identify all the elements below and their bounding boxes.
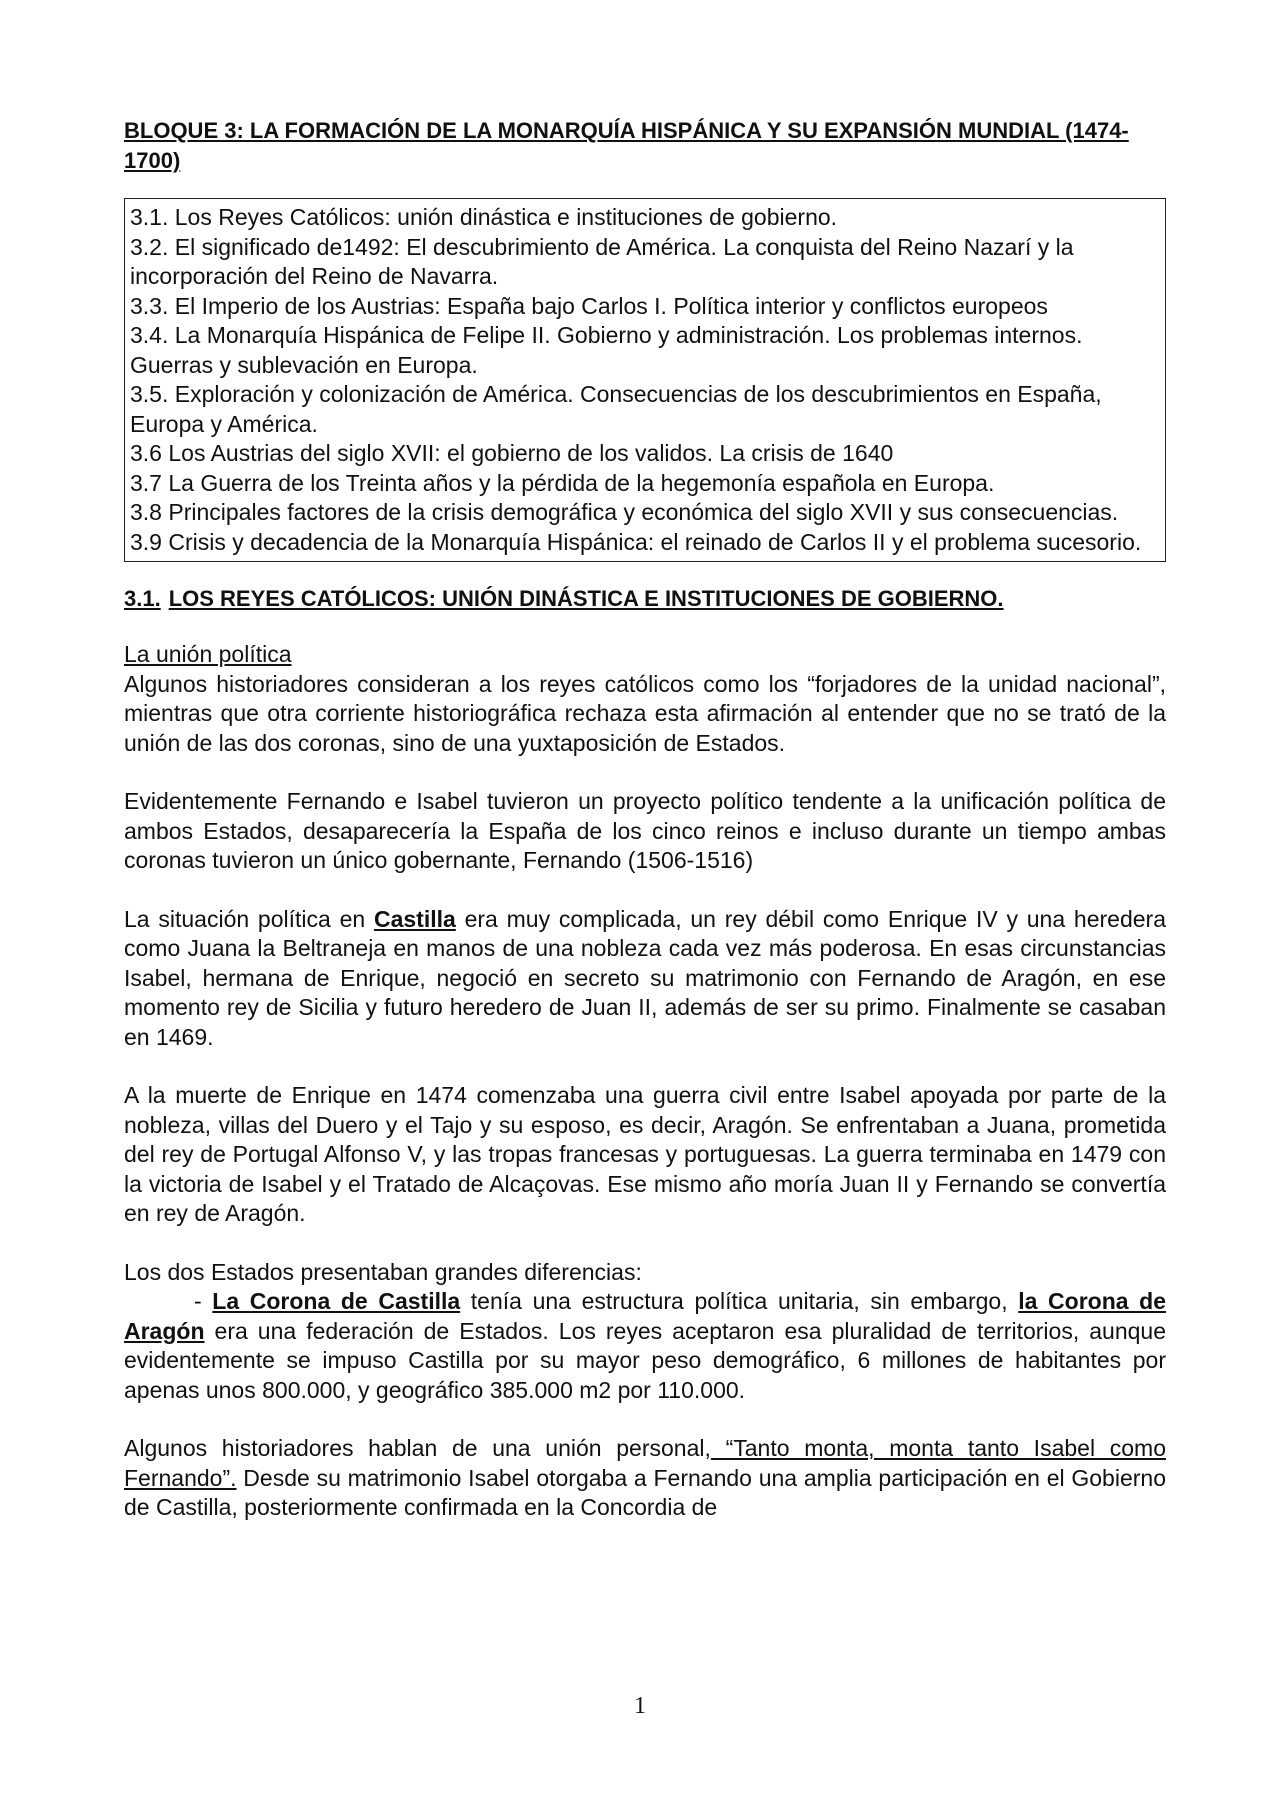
index-item: 3.4. La Monarquía Hispánica de Felipe II. Gobierno y administración. Los problemas internos. Guerras y sublevación en Europa. [130,322,1083,378]
index-item: 3.5. Exploración y colonización de América. Consecuencias de los descubrimientos en España, Europa y América. [130,381,1102,437]
paragraph-5-text: era una federación de Estados. Los reyes aceptaron esa pluralidad de territorios, aunque evidentemente se impuso Castilla por su mayor peso demográfico, 6 millones de habitantes por apenas unos 800.000, y geográfico 385.000 m2 por 110.000. [124,1317,1166,1403]
motto-quote: “Tanto monta, monta tanto Isabel como Fernando”. [124,1435,1166,1491]
paragraph-6-text: Desde su matrimonio Isabel otorgaba a Fernando una amplia participación en el Gobierno de Castilla, posteriormente confirmada en la Concordia de [124,1464,1166,1520]
corona-aragon-highlight: la Corona de Aragón [124,1288,1167,1344]
paragraph-2: Evidentemente Fernando e Isabel tuvieron un proyecto político tendente a la unificación política de ambos Estados, desaparecería la España de los cinco reinos e incluso durante un tiempo ambas coronas tuvieron un único gobernante, Fernando (1506-1516) [124,788,1166,873]
corona-castilla-highlight: La Corona de Castilla [212,1288,461,1314]
paragraph-3 [124,905,1166,1053]
castilla-highlight: Castilla [373,905,456,932]
paragraph-5-text: tenía una estructura política unitaria, sin embargo, [460,1288,1019,1314]
section-heading [124,584,1166,614]
paragraph-3-text: La situación política en [124,905,374,932]
index-item: 3.3. El Imperio de los Austrias: España bajo Carlos I. Política interior y conflictos europeos [130,292,1048,319]
document-page [124,116,1166,1523]
index-item: 3.7 La Guerra de los Treinta años y la pérdida de la hegemonía española en Europa. [130,469,995,496]
paragraph-4: A la muerte de Enrique en 1474 comenzaba una guerra civil entre Isabel apoyada por parte de la nobleza, villas del Duero y el Tajo y su esposo, es decir, Aragón. Se enfrentaban a Juana, prometida del rey de Portugal Alfonso V, y las tropas francesas y portuguesas. La guerra terminaba en 1479 con la victoria de Isabel y el Tratado de Alcaçovas. Ese mismo año moría Juan II y Fernando se convertía en rey de Aragón. [124,1082,1166,1226]
index-item: 3.2. El significado de1492: El descubrimiento de América. La conquista del Reino Nazarí y la incorporación del Reino de Navarra. [130,233,1074,289]
index-item: 3.8 Principales factores de la crisis demográfica y económica del siglo XVII y sus consecuencias. [130,499,1119,525]
section-title: LOS REYES CATÓLICOS: UNIÓN DINÁSTICA E INSTITUCIONES DE GOBIERNO. [168,586,1004,611]
subsection-title: La unión política [124,641,292,667]
paragraph-5-intro: Los dos Estados presentaban grandes diferencias: [124,1258,642,1285]
index-item: 3.6 Los Austrias del siglo XVII: el gobierno de los validos. La crisis de 1640 [130,440,894,466]
paragraph-3-text: era muy complicada, un rey débil como Enrique IV y una heredera como Juana la Beltraneja en manos de una nobleza cada vez más poderosa. En esas circunstancias Isabel, hermana de Enrique, negoció en secreto su matrimonio con Fernando de Aragón, en ese momento rey de Sicilia y futuro heredero de Juan II, además de ser su primo. Finalmente se casaban en 1469. [124,905,1166,1050]
paragraph-1-text: Algunos historiadores consideran a los reyes católicos como los “forjadores de la unidad nacional”, mientras que otra corriente historiográfica rechaza esta afirmación al entender que no se trató de la unión de las dos coronas, sino de una yuxtaposición de Estados. [124,670,1166,756]
paragraph-1 [124,640,1166,758]
paragraph-6-text: Algunos historiadores hablan de una unión personal, [124,1435,711,1461]
paragraph-6 [124,1434,1166,1523]
bloque-title: BLOQUE 3: LA FORMACIÓN DE LA MONARQUÍA HISPÁNICA Y SU EXPANSIÓN MUNDIAL (1474-1700) [124,118,1129,173]
list-item-dash: - [194,1288,213,1314]
paragraph-5 [124,1258,1166,1406]
section-number: 3.1. [124,586,161,611]
topics-index-box [124,198,1166,562]
index-item: 3.1. Los Reyes Católicos: unión dinástica e instituciones de gobierno. [130,204,838,230]
index-item: 3.9 Crisis y decadencia de la Monarquía Hispánica: el reinado de Carlos II y el problema sucesorio. [130,528,1142,555]
page-number: 1 [634,1693,646,1719]
